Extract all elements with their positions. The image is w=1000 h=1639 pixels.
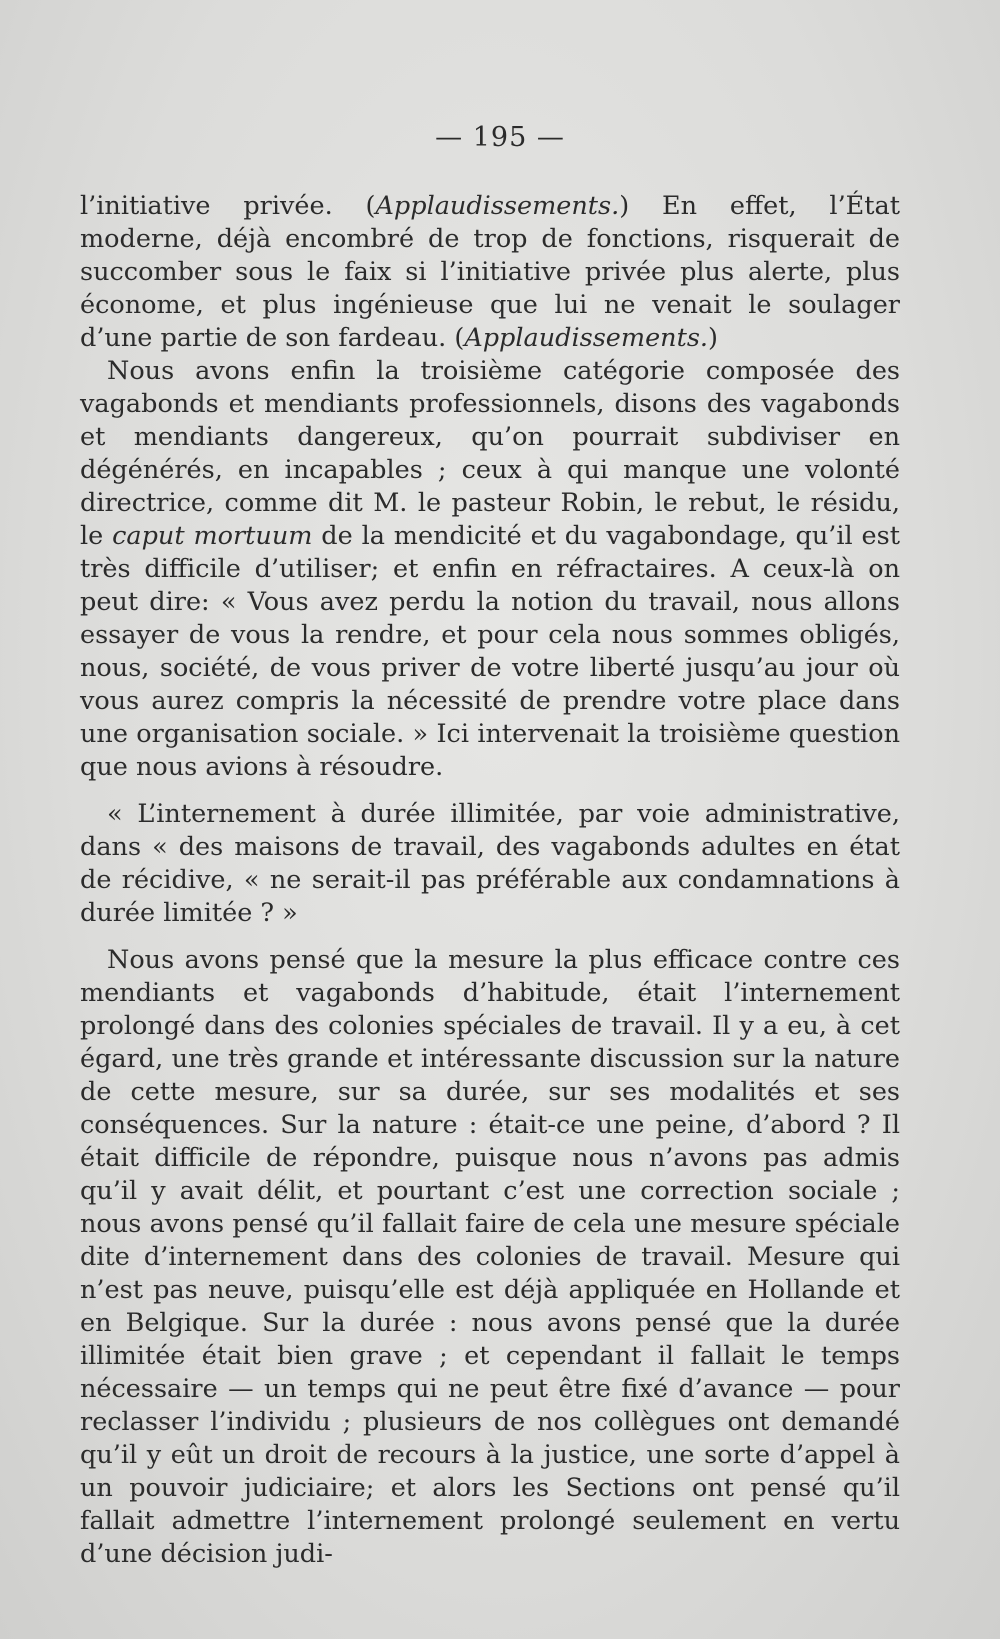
paragraph-1	[80, 190, 900, 355]
paragraph-2	[80, 355, 900, 784]
paragraph-3-quote: « L’internement à durée illimitée, par voie administrative, dans « des maisons de travail, des vagabonds adultes en état de récidive, « ne serait-il pas préférable aux condamnations à durée limitée ? »	[80, 799, 900, 928]
paragraph-1-italic-2: Applaudissements.	[464, 323, 709, 353]
paragraph-4: Nous avons pensé que la mesure la plus efficace contre ces mendiants et vagabonds d’habitude, était l’internement prolongé dans des colonies spéciales de travail. Il y a eu, à cet égard, une très grande et intéressante discussion sur la nature de cette mesure, sur sa durée, sur ses modalités et ses conséquences. Sur la nature : était-ce une peine, d’abord ? Il était difficile de répondre, puisque nous n’avons pas admis qu’il y avait délit, et pourtant c’est une correction sociale ; nous avons pensé qu’il fallait faire de cela une mesure spéciale dite d’internement dans des colonies de travail. Mesure qui n’est pas neuve, puisqu’elle est déjà appliquée en Hollande et en Belgique. Sur la durée : nous avons pensé que la durée illimitée était bien grave ; et cependant il fallait le temps nécessaire — un temps qui ne peut être fixé d’avance — pour reclasser l’individu ; plusieurs de nos collègues ont demandé qu’il y eût un droit de recours à la justice, une sorte d’appel à un pouvoir judiciaire; et alors les Sections ont pensé qu’il fallait admettre l’internement prolongé seulement en vertu d’une décision judi-	[80, 945, 900, 1569]
paragraph-2-text-a: Nous avons enfin la troisième catégorie composée des vagabonds et mendiants professionnels, disons des vagabonds et mendiants dangereux, qu’on pourrait subdiviser en dégénérés, en incapables ; ceux à qui manque une volonté directrice, comme dit M. le pasteur Robin, le rebut, le résidu, le	[80, 356, 900, 551]
paragraph-1-text-a: l’initiative privée. (	[80, 191, 376, 221]
paragraph-1-italic-1: Applaudissements.	[375, 191, 620, 221]
paragraph-2-italic-1: caput mortuum	[112, 521, 313, 551]
page-body	[80, 190, 900, 1571]
page-number: — 195 —	[435, 122, 565, 153]
paragraph-2-text-b: de la mendicité et du vagabondage, qu’il est très difficile d’utiliser; et enfin en réfractaires. A ceux-là on peut dire: « Vous avez perdu la notion du travail, nous allons essayer de vous la rendre, et pour cela nous sommes obligés, nous, société, de vous priver de votre liberté jusqu’au jour où vous aurez compris la nécessité de prendre votre place dans une organisation sociale. » Ici intervenait la troisième question que nous avions à résoudre.	[80, 521, 900, 782]
paragraph-1-text-c: )	[708, 323, 718, 353]
paragraph-1-text-b: ) En effet, l’État moderne, déjà encombré de trop de fonctions, risquerait de succomber sous le faix si l’initiative privée plus alerte, plus économe, et plus ingénieuse que lui ne venait le soulager d’une partie de son fardeau. (	[80, 191, 900, 353]
